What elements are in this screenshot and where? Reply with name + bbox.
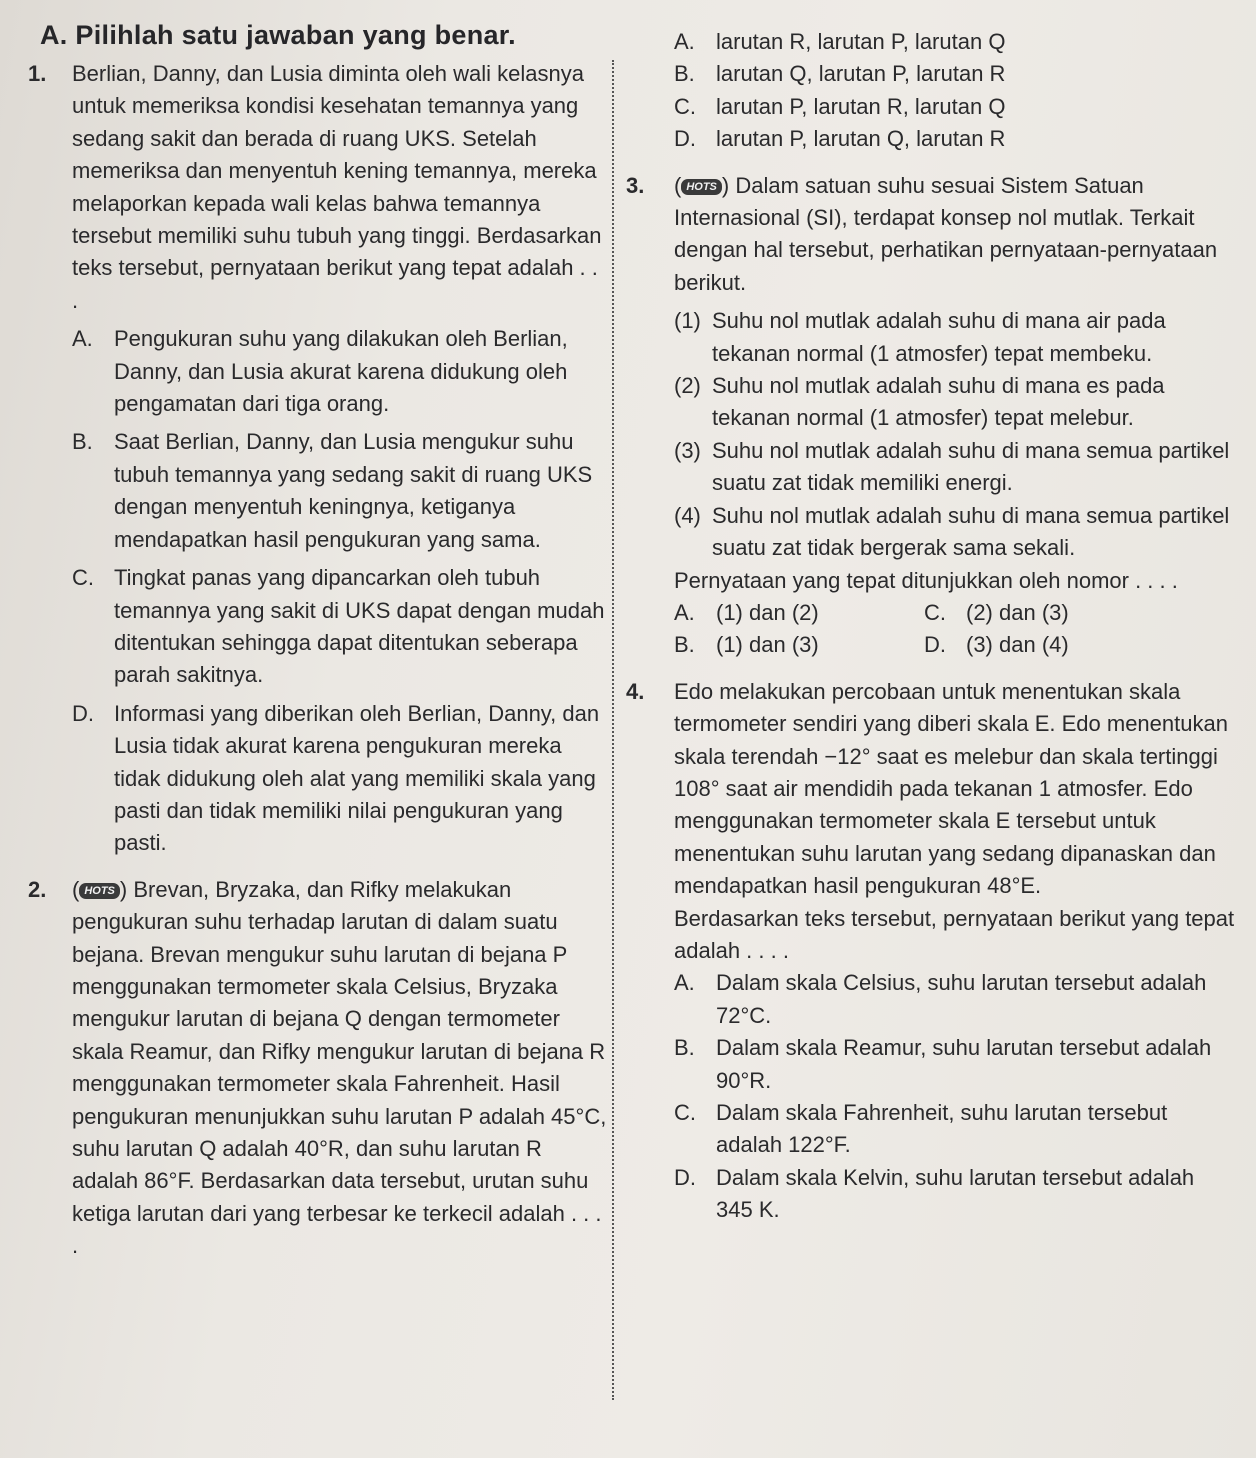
option-text: Dalam skala Celsius, suhu larutan tersebut adalah 72°C.	[716, 970, 1207, 1028]
question-2-stem: Brevan, Bryzaka, dan Rifky melakukan pengukuran suhu terhadap larutan di dalam suatu bejana. Brevan mengukur suhu larutan di bejana P menggunakan termometer skala Celsius, Bryzaka mengukur larutan di bejana Q dengan termometer skala Reamur, dan Rifky mengukur larutan di bejana R menggunakan termometer skala Fahrenheit. Hasil pengukuran menunjukkan suhu larutan P adalah 45°C, suhu larutan Q adalah 40°R, dan suhu larutan R adalah 86°F. Berdasarkan data tersebut, urutan suhu ketiga larutan dari yang terbesar ke terkecil adalah . . . .	[72, 876, 607, 1259]
option-text: (1) dan (2)	[716, 599, 819, 625]
option-text: larutan R, larutan P, larutan Q	[716, 29, 1006, 54]
option-text: Pengukuran suhu yang dilakukan oleh Berlian, Danny, dan Lusia akurat karena didukung oleh pengamatan dari tiga orang.	[114, 326, 568, 417]
question-4-option-d[interactable]	[674, 1162, 1236, 1227]
option-label: A.	[674, 599, 695, 625]
question-2	[28, 874, 608, 1263]
question-3-stem: Dalam satuan suhu sesuai Sistem Satuan Internasional (SI), terdapat konsep nol mutlak. Terkait dengan hal tersebut, perhatikan pernyataan-pernyataan berikut.	[674, 172, 1218, 295]
option-text: larutan P, larutan Q, larutan R	[716, 126, 1006, 152]
question-4-prompt: Berdasarkan teks tersebut, pernyataan berikut yang tepat adalah . . . .	[674, 905, 1235, 963]
right-column	[626, 26, 1236, 1227]
option-label: D.	[924, 632, 946, 658]
question-1-option-c[interactable]	[72, 562, 608, 692]
question-2-number: 2.	[28, 876, 47, 902]
question-2-option-d[interactable]	[674, 123, 1236, 155]
option-label: D.	[674, 1164, 696, 1190]
statement-label: (3)	[674, 437, 701, 463]
question-3-statement-2	[674, 370, 1236, 435]
question-3-option-d[interactable]	[924, 629, 1174, 661]
option-label: B.	[674, 632, 695, 658]
question-1-number: 1.	[28, 61, 47, 86]
option-text: larutan Q, larutan P, larutan R	[716, 61, 1006, 87]
question-1-stem: Berlian, Danny, dan Lusia diminta oleh wali kelasnya untuk memeriksa kondisi kesehatan temannya yang sedang sakit dan berada di ruang UKS. Setelah memeriksa dan menyentuh kening temannya, mereka melaporkan kepada wali kelas bahwa temannya tersebut memiliki suhu tubuh yang tinggi. Berdasarkan teks tersebut, pernyataan berikut yang tepat adalah . . .	[72, 61, 602, 313]
question-3-prompt: Pernyataan yang tepat ditunjukkan oleh nomor . . . .	[674, 567, 1178, 593]
option-text: (1) dan (3)	[716, 632, 819, 658]
option-text: Dalam skala Reamur, suhu larutan tersebut adalah 90°R.	[716, 1035, 1212, 1093]
statement-text: Suhu nol mutlak adalah suhu di mana es pada tekanan normal (1 atmosfer) tepat melebur.	[712, 373, 1165, 431]
question-1-option-b[interactable]	[72, 426, 608, 556]
question-4-stem: Edo melakukan percobaan untuk menentukan skala termometer sendiri yang diberi skala E. Edo menentukan skala terendah −12° saat es melebur dan skala tertinggi 108° saat air mendidih pada tekanan 1 atmosfer. Edo menggunakan termometer skala E tersebut untuk menentukan suhu larutan yang sedang dipanaskan dan mendapatkan hasil pengukuran 48°E.	[674, 678, 1228, 899]
option-label: B.	[72, 429, 93, 455]
column-divider	[612, 60, 614, 1400]
option-text: (2) dan (3)	[966, 599, 1069, 625]
statement-label: (2)	[674, 373, 701, 399]
option-text: Saat Berlian, Danny, dan Lusia mengukur suhu tubuh temannya yang sedang sakit di ruang UKS dengan menyentuh keningnya, ketiganya mendapatkan hasil pengukuran yang sama.	[114, 429, 593, 552]
question-3-option-b[interactable]	[674, 629, 924, 661]
hots-badge-icon: HOTS	[79, 883, 120, 899]
question-4-option-c[interactable]	[674, 1097, 1236, 1162]
question-3-option-a[interactable]	[674, 597, 924, 629]
option-label: D.	[72, 700, 94, 726]
statement-text: Suhu nol mutlak adalah suhu di mana air pada tekanan normal (1 atmosfer) tepat membeku.	[712, 308, 1166, 366]
option-text: Informasi yang diberikan oleh Berlian, Danny, dan Lusia tidak akurat karena pengukuran mereka tidak didukung oleh alat yang memiliki skala yang pasti dan tidak memiliki nilai pengukuran yang pasti.	[114, 700, 600, 856]
question-3	[626, 170, 1236, 662]
option-label: C.	[72, 565, 94, 591]
option-label: C.	[924, 599, 946, 625]
statement-text: Suhu nol mutlak adalah suhu di mana semua partikel suatu zat tidak bergerak sama sekali.	[712, 502, 1230, 561]
question-1-option-d[interactable]	[72, 698, 608, 860]
option-text: Dalam skala Kelvin, suhu larutan tersebut adalah 345 K.	[716, 1164, 1195, 1223]
left-column	[28, 58, 608, 1263]
question-2-option-a[interactable]	[674, 26, 1236, 58]
question-2-stem-wrap: ( HOTS ) Brevan, Bryzaka, dan Rifky melakukan pengukuran suhu terhadap larutan di dalam suatu bejana. Brevan mengukur suhu larutan di bejana P menggunakan termometer skala Celsius, Bryzaka mengukur larutan di bejana Q dengan termometer skala Reamur, dan Rifky mengukur larutan di bejana R menggunakan termometer skala Fahrenheit. Hasil pengukuran menunjukkan suhu larutan P adalah 45°C, suhu larutan Q adalah 40°R, dan suhu larutan R adalah 86°F. Berdasarkan data tersebut, urutan suhu ketiga larutan dari yang terbesar ke terkecil adalah . . . .	[72, 876, 607, 1259]
question-3-number: 3.	[626, 172, 645, 198]
statement-label: (1)	[674, 308, 701, 334]
option-label: C.	[674, 1100, 696, 1125]
question-2-option-c[interactable]	[674, 91, 1236, 123]
hots-badge-icon: HOTS	[681, 179, 722, 195]
statement-text: Suhu nol mutlak adalah suhu di mana semua partikel suatu zat tidak memiliki energi.	[712, 437, 1230, 496]
question-2-option-b[interactable]	[674, 58, 1236, 90]
option-label: C.	[674, 93, 696, 119]
question-4-option-a[interactable]	[674, 967, 1236, 1032]
statement-label: (4)	[674, 502, 701, 528]
option-label: A.	[674, 29, 695, 54]
question-4	[626, 676, 1236, 1227]
option-label: D.	[674, 126, 696, 152]
question-3-options-row-1	[674, 597, 1236, 629]
question-3-stem-wrap: ( HOTS ) Dalam satuan suhu sesuai Sistem Satuan Internasional (SI), terdapat konsep nol mutlak. Terkait dengan hal tersebut, perhatikan pernyataan-pernyataan berikut.	[674, 172, 1218, 295]
section-title: A. Pilihlah satu jawaban yang benar.	[40, 20, 516, 50]
option-label: A.	[674, 970, 695, 996]
question-1	[28, 58, 608, 860]
option-label: A.	[72, 326, 93, 352]
question-3-statement-4	[674, 500, 1236, 565]
question-3-options-row-2	[674, 629, 1236, 661]
question-3-statement-3	[674, 435, 1236, 500]
option-label: B.	[674, 61, 695, 87]
question-4-option-b[interactable]	[674, 1032, 1236, 1097]
question-3-option-c[interactable]	[924, 597, 1174, 629]
option-text: Tingkat panas yang dipancarkan oleh tubuh temannya yang sakit di UKS dapat dengan mudah ditentukan sehingga dapat ditentukan seberapa parah sakitnya.	[114, 565, 605, 688]
question-1-option-a[interactable]	[72, 323, 608, 420]
option-text: larutan P, larutan R, larutan Q	[716, 93, 1006, 119]
option-text: (3) dan (4)	[966, 632, 1069, 658]
option-label: B.	[674, 1035, 695, 1061]
option-text: Dalam skala Fahrenheit, suhu larutan tersebut adalah 122°F.	[716, 1100, 1168, 1158]
question-3-statement-1	[674, 305, 1236, 370]
question-2-options	[626, 26, 1236, 156]
question-4-number: 4.	[626, 678, 645, 704]
